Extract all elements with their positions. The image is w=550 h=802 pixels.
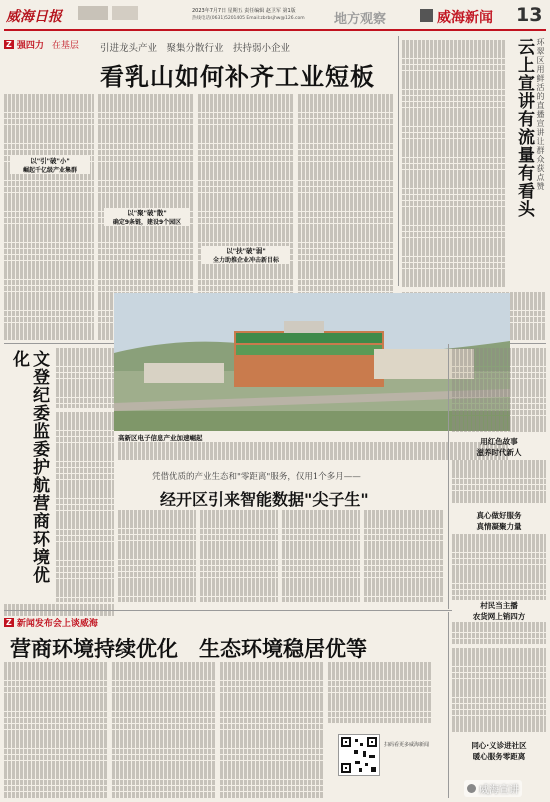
watermark-icon: [467, 784, 476, 793]
masthead-badge-icon: [78, 6, 108, 20]
top-sub-1-line2: 崛起千亿级产业集群: [10, 165, 90, 174]
photo-building-construction: [114, 293, 510, 431]
mid-col-1: [56, 412, 114, 602]
top-story-kicker: 引进龙头产业 聚集分散行业 扶持弱小企业: [100, 43, 291, 54]
side-item-3: [452, 600, 546, 622]
mid-col-4: [282, 510, 360, 602]
top-sub-3-line2: 全力助推企业冲击新目标: [202, 255, 290, 264]
top-col-1: [4, 94, 94, 340]
bottom-tag-number: Z: [6, 618, 12, 627]
side-item-1: [452, 436, 546, 458]
right-col-1: [402, 40, 506, 288]
top-sub-3: [202, 246, 290, 264]
side-divider: [448, 344, 449, 609]
side-item-2-title2: 真情凝聚力量: [476, 522, 522, 531]
side-item-2-title: 真心做好服务: [476, 511, 522, 520]
mid-story-kicker: 凭借优质的产业生态和"零距离"服务，仅用1个多月——: [152, 472, 361, 482]
bottom-section-headline: 营商环境持续优化 生态环境稳居优等: [10, 637, 367, 661]
top-story-headline: 看乳山如何补齐工业短板: [100, 63, 375, 91]
side-item-4: [452, 740, 546, 762]
masthead-contact: 热线电话(0631)5201405 Email:zbrbsjhw@126.com: [192, 16, 305, 21]
right-story-headline: 云上宣讲有流量有看头: [514, 38, 534, 218]
top-story-tag: [4, 38, 79, 50]
top-sub-2-line1: 以"聚"破"散": [104, 208, 190, 217]
masthead-badge-icon-2: [112, 6, 138, 20]
masthead-rule: [4, 29, 546, 31]
top-sub-2: [104, 208, 190, 226]
side-item-1-title2: 滋养时代新人: [476, 448, 522, 457]
photo-caption-title: 高新区电子信息产业加速崛起: [118, 434, 203, 442]
photo-caption: [118, 442, 508, 464]
side-item-4-title2: 暖心服务零距离: [472, 752, 526, 761]
mid-col-3: [200, 510, 278, 602]
masthead-logo: 威海日报: [6, 9, 62, 25]
masthead-date: 2023年7月7日 星期五 责任编辑 赵卫军 第1版: [192, 8, 296, 14]
left-story-headline: 文登纪委监委护航营商环境优化: [9, 350, 49, 584]
side-item-2-text: [452, 534, 546, 600]
mid-story-headline: 经开区引来智能数据"尖子生": [160, 490, 369, 509]
side-item-4-title: 同心·义诊进社区: [471, 741, 527, 750]
mid-col-5: [364, 510, 444, 602]
left-col-1: [56, 348, 114, 408]
column-divider: [398, 36, 399, 286]
right-story-kicker: 环翠区用鲜活的直播宣讲让群众获点赞: [536, 38, 545, 191]
qr-caption: 扫码看更多威海新闻: [384, 742, 430, 748]
qr-code[interactable]: [338, 734, 380, 776]
tag-sub: 在基层: [51, 40, 79, 51]
side-top-text: [452, 348, 546, 432]
top-sub-3-line1: 以"扶"破"弱": [202, 246, 290, 255]
top-sub-1: [10, 156, 90, 174]
tag-number: Z: [6, 39, 12, 49]
watermark-text: 威海宣讲: [479, 785, 519, 796]
side-item-1-title: 用红色故事: [480, 437, 518, 446]
side-item-1-text: [452, 460, 546, 504]
masthead-page-number: 13: [516, 4, 543, 26]
top-sub-2-line2: 确定9条链，建设9个园区: [104, 217, 190, 226]
side-item-3-text: [452, 648, 546, 732]
side-item-2: [452, 510, 546, 532]
masthead-column: 地方观察: [334, 12, 387, 27]
watermark: [464, 780, 522, 797]
bottom-col-4: [328, 662, 432, 726]
masthead-section: 威海新闻: [437, 10, 493, 26]
bottom-section-tag: [4, 616, 98, 629]
masthead: [0, 0, 550, 34]
side-item-3-title: 村民当主播: [452, 600, 546, 611]
bottom-tag-name: 新闻发布会上谈威海: [16, 619, 98, 629]
mid-col-2: [118, 510, 196, 602]
bottom-col-1: [4, 662, 108, 798]
bottom-col-3: [220, 662, 324, 798]
masthead-section-icon: [420, 9, 433, 22]
tag-name: 强四力: [16, 40, 44, 51]
bottom-side-divider: [448, 612, 449, 798]
top-sub-1-line1: 以"引"破"小": [10, 156, 90, 165]
side-item-3-title2: 农货网上销四方: [452, 611, 546, 622]
bottom-col-2: [112, 662, 216, 798]
